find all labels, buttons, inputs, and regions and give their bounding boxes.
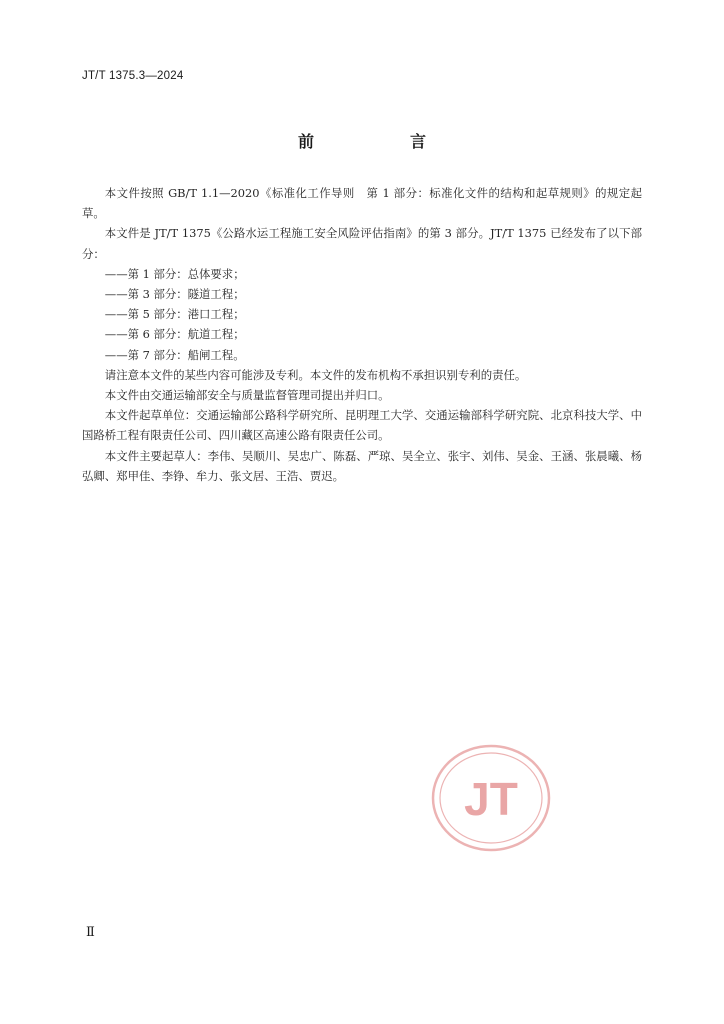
paragraph-series-intro: 本文件是 JT/T 1375《公路水运工程施工安全风险评估指南》的第 3 部分。JT/T 1375 已经发布了以下部分： [82, 226, 642, 261]
list-item: ——第 5 部分：港口工程； [104, 307, 245, 322]
paragraph-proposer: 本文件由交通运输部安全与质量监督管理司提出并归口。 [104, 388, 390, 403]
paragraph-patent-notice: 请注意本文件的某些内容可能涉及专利。本文件的发布机构不承担识别专利的责任。 [104, 367, 527, 382]
watermark-text: JT [464, 773, 518, 825]
list-item: ——第 1 部分：总体要求； [104, 266, 245, 281]
paragraph-drafting-rules: 本文件按照 GB/T 1.1—2020《标准化工作导则 第 1 部分：标准化文件的结构和起草规则》的规定起草。 [82, 186, 642, 221]
document-body [82, 183, 642, 486]
jt-watermark-stamp [430, 743, 552, 853]
list-item: ——第 6 部分：航道工程； [104, 327, 245, 342]
page-number: Ⅱ [86, 925, 95, 940]
paragraph-drafters: 本文件主要起草人：李伟、吴顺川、吴忠广、陈磊、严琼、吴全立、张宇、刘伟、吴金、王涵、张晨曦、杨弘卿、郑甲佳、李铮、牟力、张文居、王浩、贾迟。 [82, 448, 642, 483]
page-title: 前 言 [297, 132, 466, 151]
list-item: ——第 3 部分：隧道工程； [104, 287, 245, 302]
paragraph-drafting-units: 本文件起草单位：交通运输部公路科学研究所、昆明理工大学、交通运输部科学研究院、北京科技大学、中国路桥工程有限责任公司、四川藏区高速公路有限责任公司。 [82, 408, 642, 443]
list-item: ——第 7 部分：船闸工程。 [104, 347, 245, 362]
document-code: JT/T 1375.3—2024 [82, 70, 184, 82]
